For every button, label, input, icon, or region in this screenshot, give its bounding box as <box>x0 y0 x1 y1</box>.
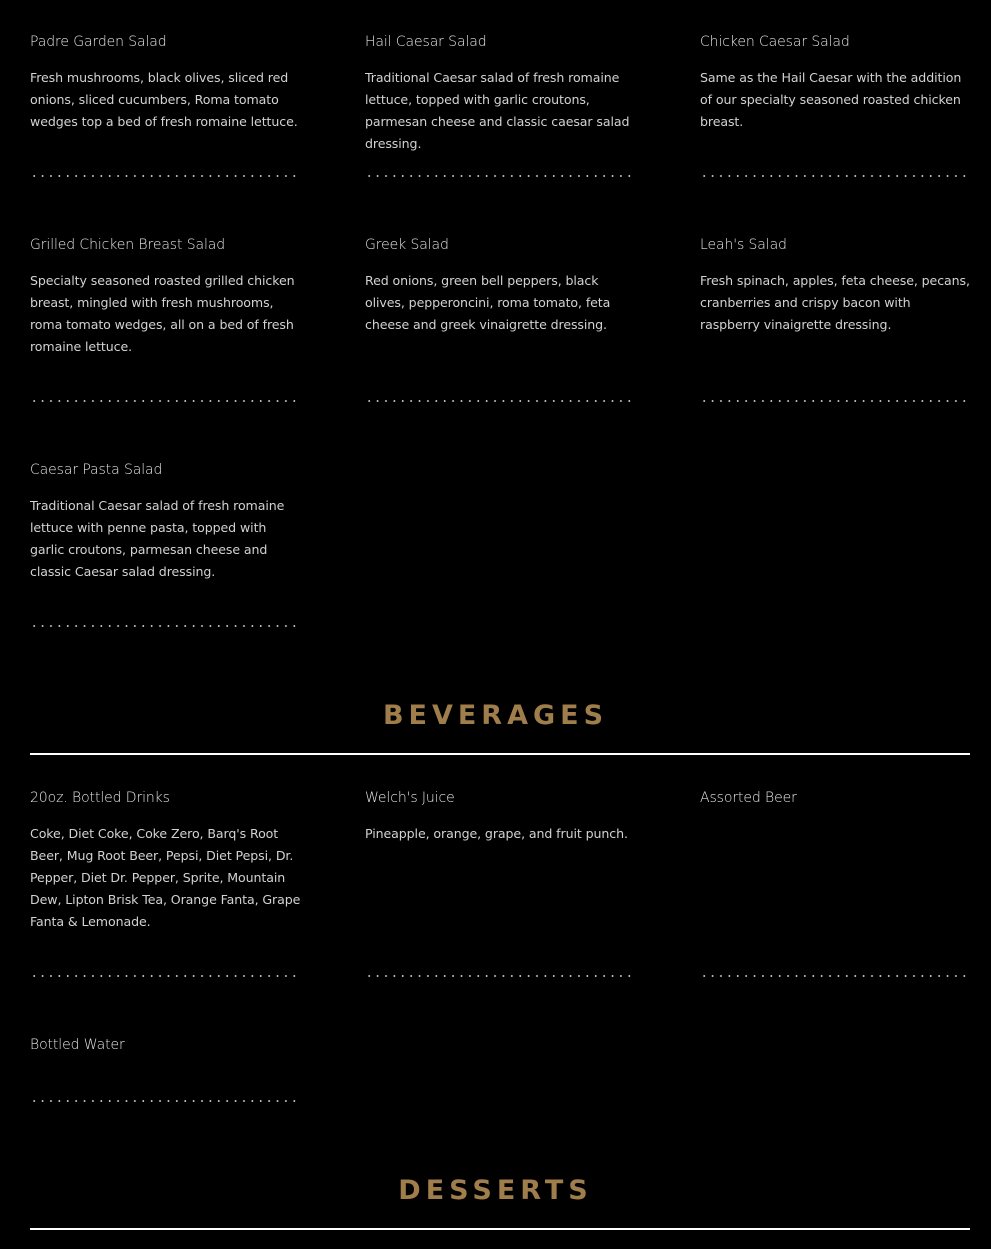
menu-item-name: Leah's Salad <box>700 237 787 253</box>
menu-item-name: 20oz. Bottled Drinks <box>30 790 170 806</box>
menu-item-name: Welch's Juice <box>365 790 455 806</box>
dotted-divider <box>365 175 635 177</box>
menu-item-description: Fresh mushrooms, black olives, sliced red onions, sliced cucumbers, Roma tomato wedges top a bed of fresh romaine lettuce. <box>30 70 298 129</box>
dotted-divider <box>30 625 300 627</box>
dotted-divider <box>700 975 970 977</box>
dotted-divider <box>365 975 635 977</box>
menu-item-name: Bottled Water <box>30 1037 125 1053</box>
dotted-divider <box>365 400 635 402</box>
dotted-divider <box>30 175 300 177</box>
menu-item-description: Traditional Caesar salad of fresh romaine lettuce, topped with garlic croutons, parmesan cheese and classic caesar salad dressing. <box>365 70 630 151</box>
dotted-divider <box>30 400 300 402</box>
menu-item-name: Grilled Chicken Breast Salad <box>30 237 226 253</box>
dotted-divider <box>30 975 300 977</box>
menu-item-description: Traditional Caesar salad of fresh romaine lettuce with penne pasta, topped with garlic croutons, parmesan cheese and classic Caesar salad dressing. <box>30 498 285 579</box>
menu-item-description: Specialty seasoned roasted grilled chicken breast, mingled with fresh mushrooms, roma tomato wedges, all on a bed of fresh romaine lettuce. <box>30 273 295 354</box>
section-title-desserts: DESSERTS <box>398 1175 593 1206</box>
menu-item-name: Padre Garden Salad <box>30 34 167 50</box>
menu-item-name: Greek Salad <box>365 237 449 253</box>
section-title-beverages: BEVERAGES <box>382 700 609 731</box>
menu-item-description: Same as the Hail Caesar with the addition of our specialty seasoned roasted chicken breast. <box>700 70 962 129</box>
section-rule <box>30 753 970 755</box>
menu-item-name: Chicken Caesar Salad <box>700 34 850 50</box>
menu-item-name: Hail Caesar Salad <box>365 34 487 50</box>
menu-item-name: Assorted Beer <box>700 790 797 806</box>
menu-item-description: Pineapple, orange, grape, and fruit punch. <box>365 826 628 841</box>
dotted-divider <box>30 1100 300 1102</box>
dotted-divider <box>700 400 970 402</box>
dotted-divider <box>700 175 970 177</box>
section-rule <box>30 1228 970 1230</box>
menu-item-description: Coke, Diet Coke, Coke Zero, Barq's Root Beer, Mug Root Beer, Pepsi, Diet Pepsi, Dr. Pepper, Diet Dr. Pepper, Sprite, Mountain Dew, Lipton Brisk Tea, Orange Fanta, Grape Fanta & Lemonade. <box>30 826 301 929</box>
menu-item-description: Fresh spinach, apples, feta cheese, pecans, cranberries and crispy bacon with raspberry vinaigrette dressing. <box>700 273 970 332</box>
menu-item-name: Caesar Pasta Salad <box>30 462 163 478</box>
menu-item-description: Red onions, green bell peppers, black olives, pepperoncini, roma tomato, feta cheese and greek vinaigrette dressing. <box>365 273 611 332</box>
